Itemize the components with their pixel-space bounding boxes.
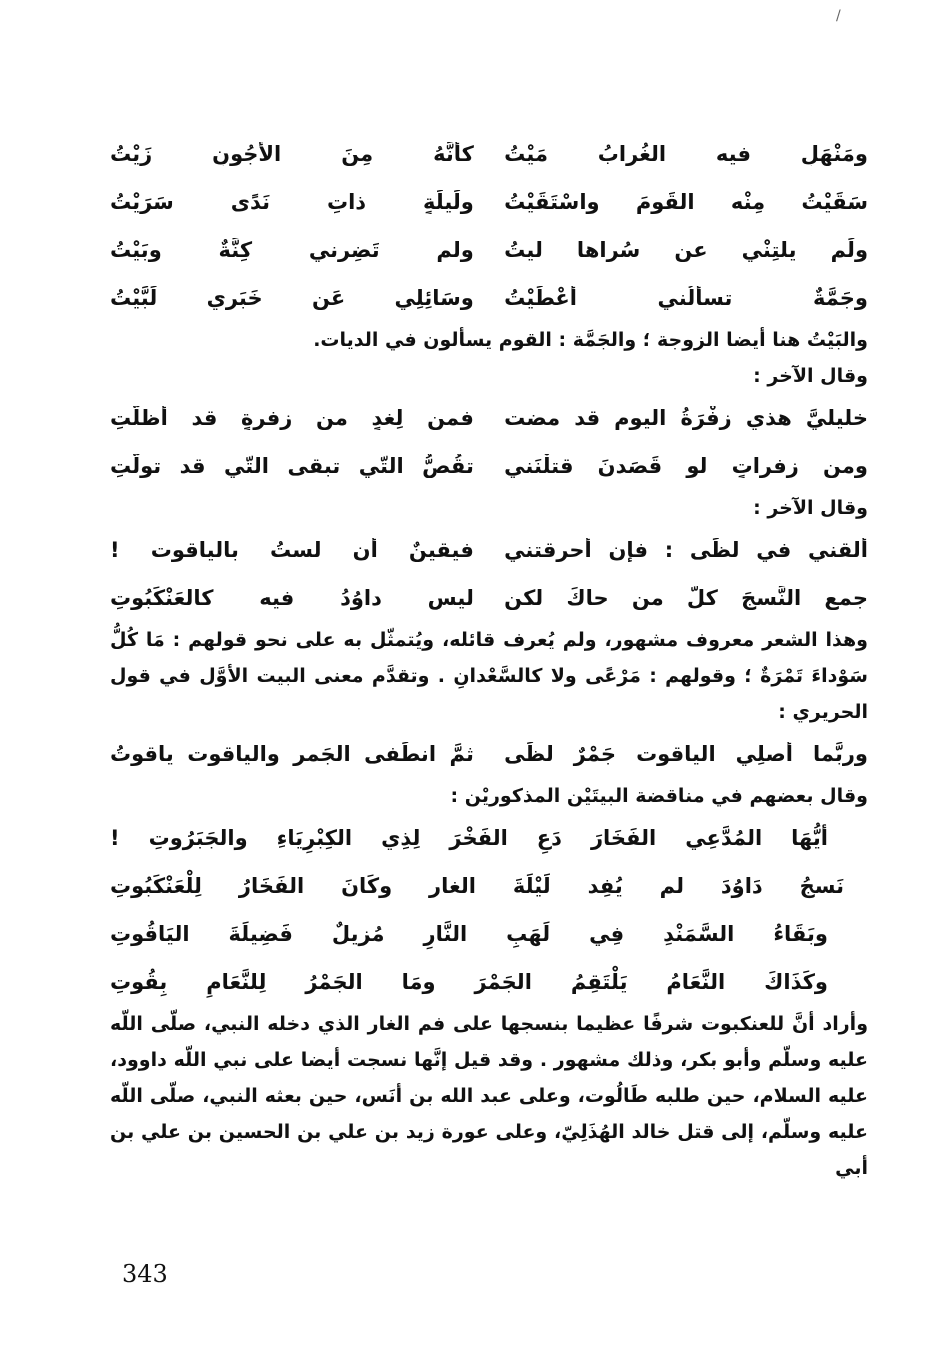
- verse-line: [110, 526, 868, 574]
- verse-line: [110, 178, 868, 226]
- verse-line: [110, 394, 868, 442]
- page-number: 343: [122, 1260, 168, 1288]
- prose-paragraph: وقال بعضهم في مناقضة البيتَيْن المذكوريْن :: [450, 785, 868, 807]
- verse-first-hemistich: جمع النَّسجَ كلُّ من حاكَ لكن: [504, 586, 868, 610]
- verse-line: [110, 130, 868, 178]
- verse-line: [110, 574, 868, 622]
- verse-second-hemistich: ثمَّ انطَفى الجَمر والياقوت ياقوتُ: [110, 742, 474, 766]
- verse-second-hemistich: وسَائِلِي عَن خَبَرِي لَبَّيْتُ: [110, 286, 474, 310]
- page-body: [110, 130, 868, 1186]
- verse-line: [110, 730, 868, 778]
- verse-first-hemistich: ومَنْهَلٍ فيه الغُرابُ مَيْتُ: [504, 142, 868, 166]
- verse-first-hemistich: ولَم يلتِنْي عن سُراها ليتُ: [504, 238, 868, 262]
- prose-paragraph: والبَيْتُ هنا أيضا الزوجة ؛ والجَمَّة : القوم يسألون في الديات.: [313, 329, 868, 351]
- verse-line-continuous: نَسجُ دَاوُدَ لم يُفِد لَيْلَةَ الغار وكَانَ الفَخَارُ لِلْعَنْكَبُوتِ: [110, 874, 844, 898]
- verse-second-hemistich: كأنَّهُ مِنَ الأجُونِ زَيْتُ: [110, 142, 474, 166]
- verse-first-hemistich: سَقَيْتُ مِنْه القَومَ واسْتَقَيْتُ: [504, 190, 868, 214]
- verse-first-hemistich: وجَمَّةٌ تسألُني أعْطَيْتُ: [504, 286, 868, 310]
- corner-mark: /: [836, 8, 841, 24]
- speaker-intro: وقال الآخر :: [753, 365, 868, 387]
- verse-second-hemistich: فمن لِغدٍ من زفرةٍ قد أظلَّتِ: [110, 406, 474, 430]
- speaker-intro: وقال الآخر :: [753, 497, 868, 519]
- verse-second-hemistich: فيقينٌ أن لستُ بالياقوت !: [110, 538, 474, 562]
- verse-line: [110, 442, 868, 490]
- prose-paragraph: وهذا الشعر معروف مشهور، ولم يُعرف قائله، ويُتمثّل به على نحو قولهم : مَا كُلُّ سَوْداءَ تَمْرَةٌ ؛ وقولهم : مَرْعًى ولا كالسَّعْدانِ . وتقدَّم معنى البيت الأوَّل في قول الحريري :: [110, 629, 868, 723]
- verse-line: [110, 226, 868, 274]
- verse-second-hemistich: ولم تَضِرني كِنَّةٌ وبَيْتُ: [110, 238, 474, 262]
- verse-second-hemistich: تقُصُّ التّي تبقى التّي قد تولّتِ: [110, 454, 474, 478]
- verse-line-continuous: وبَقَاءُ السَّمَنْدِ فِي لَهَبِ النَّارِ مُزيلٌ فَضِيلَةَ اليَاقُوتِ: [110, 922, 828, 946]
- verse-first-hemistich: خليليَّ هذي زفْرَةُ اليوم قد مضت: [504, 406, 868, 430]
- verse-line-continuous: وكَذَاكَ النَّعَامُ يَلْتَقِمُ الجَمْرَ ومَا الجَمْرُ لِلنَّعَامِ بِقُوتِ: [110, 970, 828, 994]
- verse-line: [110, 274, 868, 322]
- verse-first-hemistich: ومن زفراتٍ لو قَصَدنَ قتلْنَني: [504, 454, 868, 478]
- prose-paragraph: وأراد أنَّ للعنكبوت شرفًا عظيما بنسجها على فم الغار الذي دخله النبي، صلّى اللّه عليه وسلّم وأبو بكر، وذلك مشهور . وقد قيل إنَّها نسجت أيضا على نبي اللّه داوود، عليه السلام، حين طلبه طَالُوت، وعلى عبد الله بن أنَس، حين بعثه النبي، صلّى اللّه عليه وسلّم، إلى قتل خالد الهُذَلِيّ، وعلى عورة زيد بن علي بن الحسين بن علي بن أبي: [110, 1013, 868, 1179]
- verse-first-hemistich: ألقني في لظًى : فإن أحرقتني: [504, 538, 868, 562]
- verse-first-hemistich: وربَّما أُصلِي الياقوت جَمْرٌ لظًى: [504, 742, 868, 766]
- verse-second-hemistich: ليس داوُدُ فيه كالعَنْكَبُوتِ: [110, 586, 474, 610]
- verse-line-continuous: أيُّهَا المُدَّعِي الفَخَارَ دَعِ الفَخْرَ لِذِي الكِبْرِيَاءِ والجَبَرُوتِ !: [110, 826, 828, 850]
- verse-second-hemistich: ولَيلَةٍ ذاتِ نَدًى سَرَيْتُ: [110, 190, 474, 214]
